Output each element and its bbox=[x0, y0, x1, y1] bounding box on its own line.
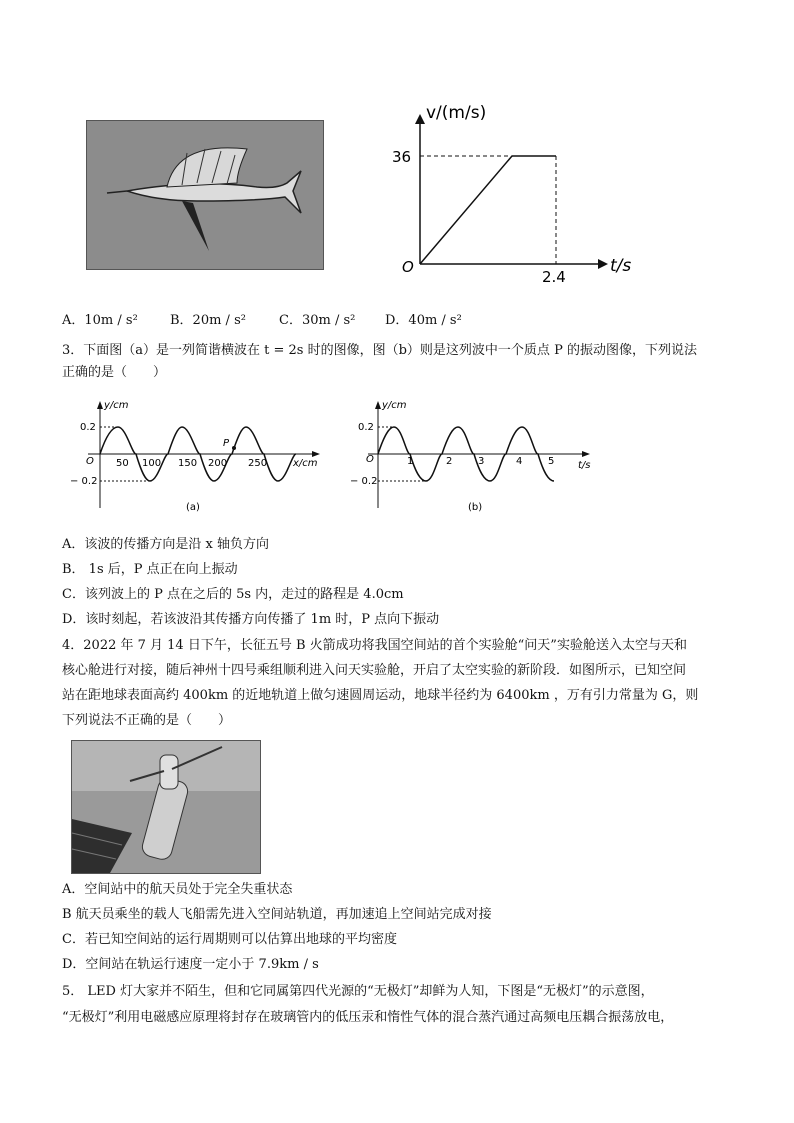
q4-option-c[interactable]: C．若已知空间站的运行周期则可以估算出地球的平均密度 bbox=[62, 932, 397, 947]
q2-option-b[interactable]: B．20m / s² bbox=[170, 313, 246, 328]
vt-y-label: v/(m/s) bbox=[426, 103, 487, 123]
vt-y-tick: 36 bbox=[392, 148, 412, 166]
b-caption: (b) bbox=[468, 502, 483, 513]
sailfish-photo bbox=[86, 120, 324, 270]
a-caption: (a) bbox=[186, 502, 200, 513]
b-x-arrow-icon bbox=[582, 451, 590, 457]
a-y-label: y/cm bbox=[104, 400, 129, 411]
q3-stem-line2: 正确的是（ ） bbox=[62, 365, 167, 380]
space-station-image bbox=[72, 741, 260, 873]
vibration-graph-b bbox=[340, 396, 600, 518]
a-x-tick-150: 150 bbox=[178, 458, 198, 469]
a-x-tick-50: 50 bbox=[116, 458, 129, 469]
b-x-tick-4: 4 bbox=[516, 456, 523, 467]
q3-option-b[interactable]: B． 1s 后，P 点正在向上振动 bbox=[62, 562, 238, 577]
q4-stem-line4: 下列说法不正确的是（ ） bbox=[62, 713, 232, 728]
velocity-line bbox=[420, 156, 512, 264]
a-y-top: 0.2 bbox=[80, 422, 96, 433]
a-x-tick-100: 100 bbox=[142, 458, 162, 469]
velocity-time-graph bbox=[390, 96, 632, 286]
space-station-photo bbox=[71, 740, 261, 874]
b-y-top: 0.2 bbox=[358, 422, 374, 433]
point-p-marker bbox=[232, 446, 236, 450]
b-x-label: t/s bbox=[578, 460, 591, 471]
b-y-bottom: − 0.2 bbox=[350, 476, 378, 487]
b-y-label: y/cm bbox=[382, 400, 407, 411]
q4-option-b[interactable]: B 航天员乘坐的载人飞船需先进入空间站轨道，再加速追上空间站完成对接 bbox=[62, 907, 492, 922]
q4-stem-line2: 核心舱进行对接，随后神州十四号乘组顺利进入问天实验舱，开启了太空实验的新阶段．如图所示，已知空间 bbox=[62, 663, 687, 678]
b-origin: O bbox=[366, 454, 374, 465]
b-x-tick-5: 5 bbox=[548, 456, 555, 467]
vt-x-label: t/s bbox=[610, 256, 632, 276]
q4-option-d[interactable]: D．空间站在轨运行速度一定小于 7.9km / s bbox=[62, 957, 319, 972]
q5-stem-line1: 5． LED 灯大家并不陌生，但和它同属第四代光源的“无极灯”却鲜为人知，下图是“无极灯”的示意图， bbox=[62, 984, 654, 999]
q3-stem-line1: 3．下面图（a）是一列简谐横波在 t = 2s 时的图像，图（b）则是这列波中一个质点 P 的振动图像，下列说法 bbox=[62, 343, 697, 358]
q4-option-a[interactable]: A．空间站中的航天员处于完全失重状态 bbox=[62, 882, 293, 897]
x-axis-arrow-icon bbox=[598, 259, 608, 269]
wave-graph-a bbox=[60, 396, 325, 518]
a-x-tick-200: 200 bbox=[208, 458, 228, 469]
a-x-tick-250: 250 bbox=[248, 458, 268, 469]
b-y-arrow-icon bbox=[375, 401, 381, 409]
vt-x-tick: 2.4 bbox=[542, 268, 566, 286]
a-y-arrow-icon bbox=[97, 401, 103, 409]
q3-option-a[interactable]: A．该波的传播方向是沿 x 轴负方向 bbox=[62, 537, 269, 552]
a-point-p: P bbox=[223, 438, 230, 449]
b-x-tick-2: 2 bbox=[446, 456, 453, 467]
q2-option-d[interactable]: D．40m / s² bbox=[385, 313, 462, 328]
q4-stem-line1: 4．2022 年 7 月 14 日下午，长征五号 B 火箭成功将我国空间站的首个实验舱“问天”实验舱送入太空与天和 bbox=[62, 638, 687, 653]
q2-option-a[interactable]: A．10m / s² bbox=[62, 313, 138, 328]
q4-stem-line3: 站在距地球表面高约 400km 的近地轨道上做匀速圆周运动，地球半径约为 6400km ，万有引力常量为 G，则 bbox=[62, 688, 699, 703]
y-axis-arrow-icon bbox=[415, 114, 425, 124]
a-y-bottom: − 0.2 bbox=[70, 476, 98, 487]
sailfish-image bbox=[87, 121, 323, 269]
a-x-arrow-icon bbox=[312, 451, 320, 457]
q3-option-d[interactable]: D．该时刻起，若该波沿其传播方向传播了 1m 时，P 点向下振动 bbox=[62, 612, 440, 627]
a-x-label: x/cm bbox=[293, 458, 318, 469]
q3-option-c[interactable]: C．该列波上的 P 点在之后的 5s 内，走过的路程是 4.0cm bbox=[62, 587, 404, 602]
q5-stem-line2: “无极灯”利用电磁感应原理将封存在玻璃管内的低压汞和惰性气体的混合蒸汽通过高频电压耦合振荡放电， bbox=[62, 1010, 674, 1025]
b-x-tick-3: 3 bbox=[478, 456, 485, 467]
a-origin: O bbox=[86, 456, 94, 467]
b-x-tick-1: 1 bbox=[407, 456, 414, 467]
q2-option-c[interactable]: C．30m / s² bbox=[279, 313, 356, 328]
vt-origin: O bbox=[402, 258, 414, 276]
